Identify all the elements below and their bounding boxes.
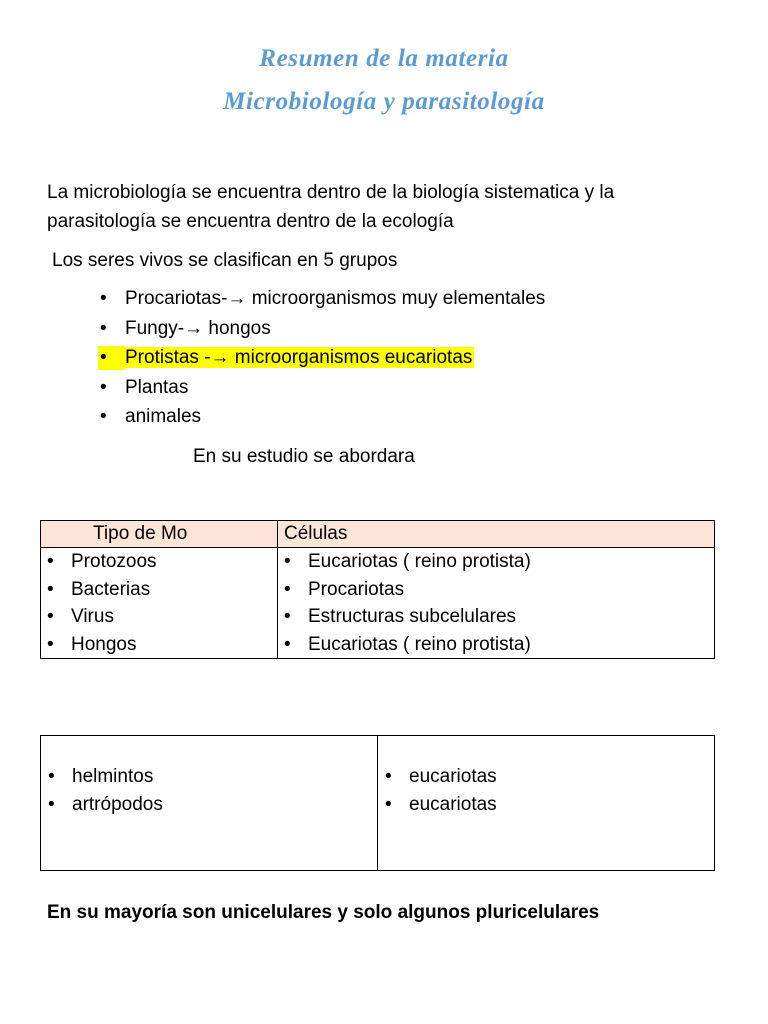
- list-item: [100, 284, 545, 314]
- bullet-icon: •: [385, 766, 392, 787]
- cell-text: helmintos: [72, 766, 154, 787]
- list-item: [278, 548, 714, 576]
- list-item-highlighted: [98, 343, 545, 373]
- bullet-icon: •: [47, 633, 54, 655]
- intro-paragraph: La microbiología se encuentra dentro de la biología sistematica y la parasitología se encuentra dentro de la ecología: [47, 182, 615, 232]
- list-item: [379, 791, 713, 819]
- bullet-icon: •: [47, 606, 54, 627]
- microorganism-table: [40, 520, 715, 659]
- doc-title-line2: Microbiología y parasitología: [223, 88, 545, 115]
- types-list: [41, 548, 277, 658]
- table-cell-parasites: [41, 736, 378, 871]
- cell-text: eucariotas: [409, 766, 497, 787]
- list-item: [42, 763, 376, 791]
- list-item-label: Procariotas-→ microorganismos muy elementales: [125, 288, 546, 309]
- list-item: [278, 576, 714, 604]
- bullet-icon: •: [47, 551, 54, 572]
- cell-text: Protozoos: [71, 551, 157, 572]
- bullet-icon: •: [284, 551, 291, 572]
- list-item-label: Plantas: [125, 376, 189, 398]
- table-header-row: [41, 521, 715, 548]
- cell-text: Procariotas: [308, 578, 405, 600]
- cell-text: Estructuras subcelulares: [308, 606, 517, 627]
- cell-text: artrópodos: [72, 793, 163, 815]
- table-row: [41, 548, 715, 659]
- parasites-list: [42, 763, 376, 818]
- bullet-icon: •: [100, 406, 107, 427]
- column-header-cells: Células: [278, 521, 715, 548]
- bullet-icon: •: [47, 578, 54, 600]
- bullet-icon: •: [284, 606, 291, 627]
- study-heading: En su estudio se abordara: [193, 446, 415, 467]
- list-item-label: Fungy-→ hongos: [125, 317, 271, 339]
- list-item-label: Protistas -→ microorganismos eucariotas: [125, 347, 473, 368]
- bullet-icon: •: [284, 633, 291, 655]
- cell-text: Eucariotas ( reino protista): [308, 633, 531, 655]
- list-item: [100, 402, 545, 432]
- list-item: [41, 603, 277, 631]
- list-item: [278, 603, 714, 631]
- cell-text: eucariotas: [409, 793, 497, 815]
- list-item: [41, 631, 277, 659]
- cell-text: Bacterias: [71, 578, 151, 600]
- parasite-table: [40, 735, 715, 871]
- bullet-icon: •: [100, 347, 107, 368]
- table-cell-cells: [278, 548, 715, 659]
- cells-list: [278, 548, 714, 658]
- column-header-type: Tipo de Mo: [41, 521, 278, 548]
- bullet-icon: •: [284, 578, 291, 600]
- list-item-label: animales: [125, 406, 202, 427]
- bullet-icon: •: [100, 317, 107, 339]
- table-row: [41, 736, 715, 871]
- cell-text: Eucariotas ( reino protista): [308, 551, 531, 572]
- groups-list: [100, 284, 545, 432]
- table-cell-types: [41, 548, 278, 659]
- list-item: [41, 576, 277, 604]
- groups-lead: Los seres vivos se clasifican en 5 grupos: [52, 250, 398, 271]
- list-item: [100, 373, 545, 403]
- table-cell-cell-type: [378, 736, 715, 871]
- list-item: [379, 763, 713, 791]
- doc-title-line1: Resumen de la materia: [259, 45, 509, 72]
- bullet-icon: •: [48, 793, 55, 815]
- bullet-icon: •: [48, 766, 55, 787]
- bullet-icon: •: [385, 793, 392, 815]
- cell-type-list: [379, 763, 713, 818]
- bullet-icon: •: [100, 376, 107, 398]
- cell-text: Hongos: [71, 633, 137, 655]
- list-item: [278, 631, 714, 659]
- bullet-icon: •: [100, 288, 107, 309]
- list-item: [100, 314, 545, 344]
- summary-footer: En su mayoría son unicelulares y solo algunos pluricelulares: [47, 902, 600, 923]
- cell-text: Virus: [71, 606, 114, 627]
- list-item: [41, 548, 277, 576]
- list-item: [42, 791, 376, 819]
